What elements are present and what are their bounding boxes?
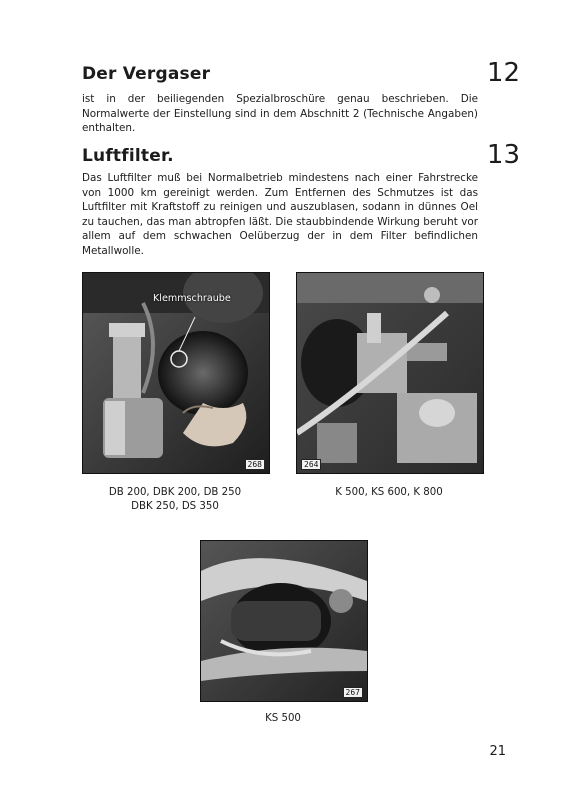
photo-carburetor-k <box>296 272 484 474</box>
photo-carburetor-db <box>82 272 270 474</box>
section-13-number: 13 <box>486 140 520 170</box>
caption-figure-267 <box>200 712 366 726</box>
caption-267-line-1: KS 500 <box>265 713 301 724</box>
section-13-title: Luftfilter. <box>82 146 174 166</box>
plate-number-268: 268 <box>245 459 265 470</box>
caption-268-line-1: DB 200, DBK 200, DB 250 <box>108 487 242 498</box>
plate-number-264: 264 <box>301 459 321 470</box>
callout-klemmschraube: Klemmschraube <box>153 293 231 304</box>
page-number: 21 <box>489 744 506 759</box>
section-12-text: ist in der beiliegenden Spezialbroschüre genau beschrieben. Die Normalwerte der Einstellung sind in dem Abschnitt 2 (Technische Angaben) enthalten. <box>82 93 478 135</box>
section-12-title: Der Vergaser <box>82 64 211 84</box>
caption-268-line-2: DBK 250, DS 350 <box>131 501 219 512</box>
plate-number-267: 267 <box>343 687 363 698</box>
caption-264-line-1: K 500, KS 600, K 800 <box>335 487 443 498</box>
section-13-text: Das Luftfilter muß bei Normalbetrieb mindestens nach einer Fahrstrecke von 1000 km gereinigt werden. Zum Entfernen des Schmutzes ist das Luftfilter mit Kraftstoff zu reinigen und auszublasen, sodann in dünnes Oel zu tauchen, das man abtropfen läßt. Die staubbindende Wirkung beruht vor allem auf dem schwachen Oelüberzug der in dem Filter befindlichen Metallwolle. <box>82 172 478 257</box>
caption-figure-268 <box>82 486 268 514</box>
photo-carburetor-ks500 <box>200 540 368 702</box>
caption-figure-264 <box>296 486 482 500</box>
section-12-number: 12 <box>486 58 520 88</box>
